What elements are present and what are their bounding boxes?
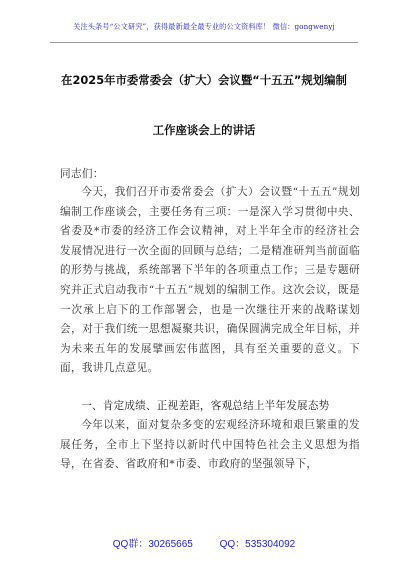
header-banner: 关注头条号“公文研究”，获得最新最全最专业的公文资料库！ 微信：gongwenyj — [73, 22, 335, 31]
footer-contact — [0, 535, 408, 550]
paragraph-2: 今年以来，面对复杂多变的宏观经济环境和艰巨繁重的发展任务，全市上下坚持以新时代中国特色社会主义思想为指导，在省委、省政府和*市委、市政府的坚强领导下， — [60, 419, 360, 471]
header-divider — [50, 42, 358, 43]
paragraph-1: 今天，我们召开市委常委会（扩大）会议暨“十五五”规划编制工作座谈会，主要任务有三项：一是深入学习贯彻中央、省委及*市委的经济工作会议精神，对上半年全市的经济社会发展情况进行一次全面的回顾与总结；二是精准研判当前面临的形势与挑战，系统部署下半年的各项重点工作；三是专题研究并正式启动我市“十五五”规划的编制工作。这次会议，既是一次承上启下的工作部署会，也是一次继往开来的战略谋划会，对于我们统一思想凝聚共识，确保圆满完成全年目标，并为未来五年的发展擘画宏伟蓝图，具有至关重要的意义。下面，我讲几点意见。 — [60, 186, 360, 375]
greeting: 同志们： — [60, 168, 104, 180]
footer-qq: QQ：535304092 — [219, 539, 296, 550]
document-title-line-2: 工作座谈会上的讲话 — [152, 123, 256, 137]
document-title-line-1: 在2025年市委常委会（扩大）会议暨“十五五”规划编制 — [61, 73, 347, 87]
footer-qq-group: QQ群：30265665 — [112, 539, 193, 550]
section-heading-1: 一、肯定成绩、正视差距，客观总结上半年发展态势 — [81, 400, 330, 412]
